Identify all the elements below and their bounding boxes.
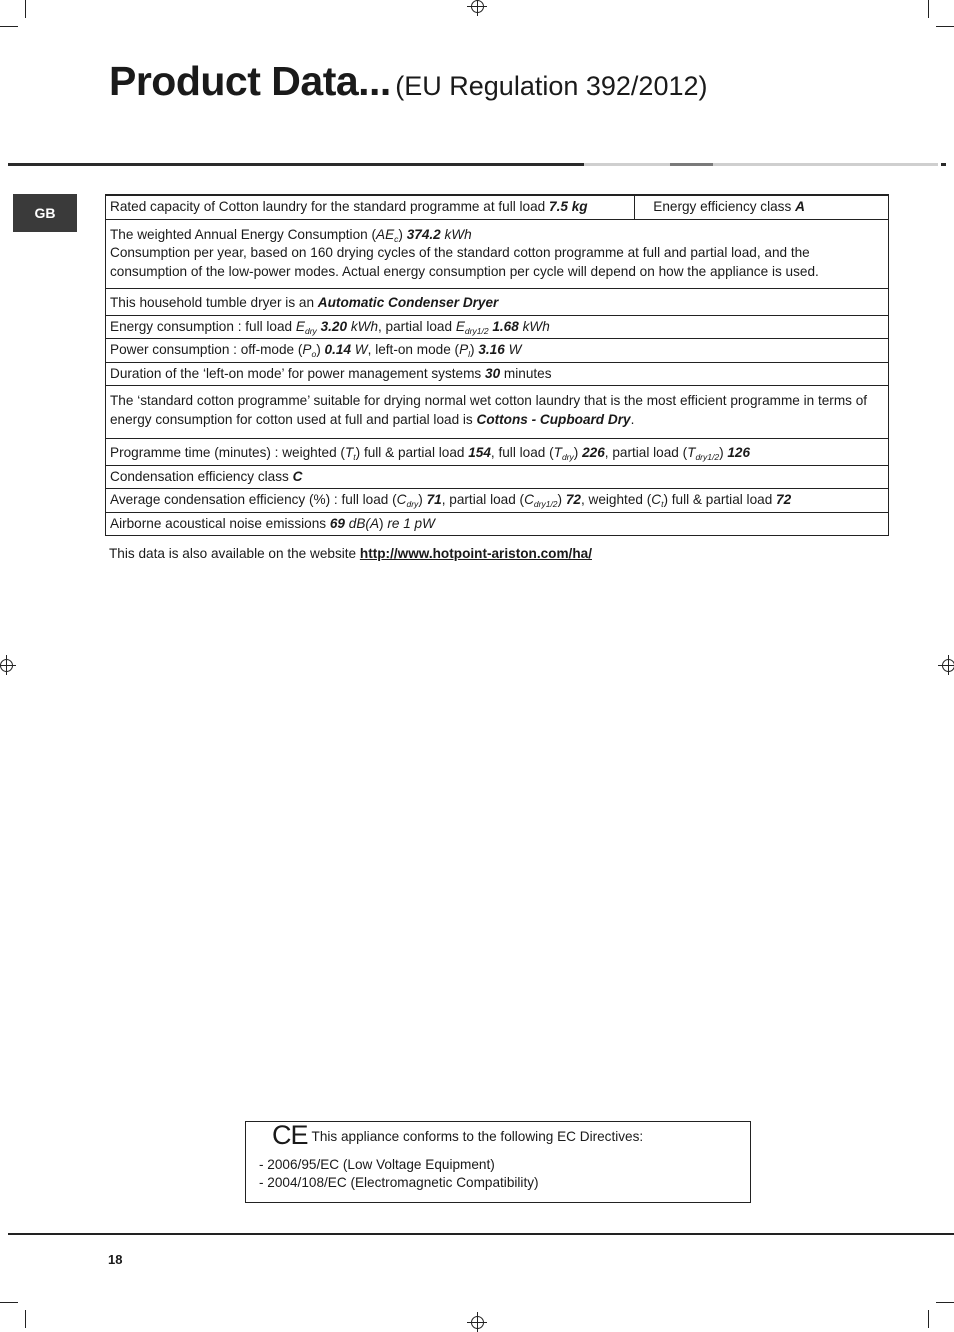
- energy-consumption-cell: Energy consumption : full load $E_{dry}$ 3.20 kWh, partial load $E_{dry1/2}$ 1.68 kWh: [106, 315, 889, 339]
- annual-consumption-note: Consumption per year, based on 160 drying cycles of the standard cotton programme at full and partial load, and the consumption of the low-power modes. Actual energy consumption per cycle will depend on how the appliance is used.: [110, 245, 819, 279]
- power-consumption-cell: Power consumption : off-mode $(P_o)$ 0.14 W, left-on mode $(P_l)$ 3.16 W: [106, 339, 889, 363]
- standard-programme-cell: The ‘standard cotton programme’ suitable for drying normal wet cotton laundry that is the most efficient programme in terms of energy consumption for cotton used at full and partial load is Cottons - Cupboard Dry.: [106, 386, 889, 439]
- page-number: 18: [108, 1252, 123, 1267]
- registration-mark: [938, 655, 954, 675]
- table-row: [106, 489, 889, 513]
- dryer-type-value: Automatic Condenser Dryer: [317, 295, 499, 310]
- annual-consumption-cell: The weighted Annual Energy Consumption $(AE_c)$ 374.2 kWh Consumption per year, based on 160 drying cycles of the standard cotton programme at full and partial load, and the consumption of the low-power modes. Actual energy consumption per cycle will depend on how the appliance is used.: [106, 219, 889, 289]
- crop-mark: [936, 26, 954, 27]
- website-note: This data is also available on the website http://www.hotpoint-ariston.com/ha/: [109, 546, 592, 561]
- table-row: [106, 386, 889, 439]
- ce-directive: - 2004/108/EC (Electromagnetic Compatibility): [259, 1175, 539, 1190]
- table-row: [106, 289, 889, 316]
- noise-emission-cell: Airborne acoustical noise emissions 69 dB(A) re 1 pW: [106, 512, 889, 536]
- crop-mark: [25, 1310, 26, 1328]
- header-rule: [8, 163, 584, 166]
- header-rule: [713, 163, 938, 166]
- table-row: [106, 439, 889, 466]
- left-on-duration-cell: Duration of the ‘left-on mode’ for power management systems 30 minutes: [106, 362, 889, 386]
- registration-mark: [467, 0, 487, 16]
- header-rule: [670, 163, 713, 166]
- crop-mark: [928, 1310, 929, 1328]
- crop-mark: [0, 26, 18, 27]
- ce-intro: This appliance conforms to the following EC Directives:: [311, 1129, 644, 1144]
- product-data-table: [105, 194, 889, 536]
- table-row: [106, 512, 889, 536]
- crop-mark: [25, 0, 26, 18]
- table-row: [106, 195, 889, 219]
- crop-mark: [0, 1302, 18, 1303]
- energy-class-cell: Energy efficiency class A: [635, 195, 889, 219]
- crop-mark: [928, 0, 929, 18]
- table-row: [106, 465, 889, 489]
- website-link[interactable]: http://www.hotpoint-ariston.com/ha/: [359, 546, 592, 561]
- table-row: [106, 315, 889, 339]
- capacity-cell: Rated capacity of Cotton laundry for the standard programme at full load 7.5 kg: [106, 195, 635, 219]
- header-rule: [584, 163, 670, 166]
- table-row: [106, 339, 889, 363]
- footer-rule: [8, 1233, 954, 1235]
- standard-programme-value: Cottons - Cupboard Dry: [476, 411, 631, 427]
- header-rule: [941, 163, 946, 166]
- language-tab: GB: [13, 194, 77, 232]
- condensation-class-cell: Condensation efficiency class C: [106, 465, 889, 489]
- dryer-type-cell: This household tumble dryer is an Automatic Condenser Dryer: [106, 289, 889, 316]
- table-row: [106, 362, 889, 386]
- ce-conformity-box: [245, 1121, 751, 1203]
- energy-class-value: A: [795, 199, 805, 214]
- table-row: [106, 219, 889, 289]
- registration-mark: [467, 1312, 487, 1332]
- annual-consumption-value: 374.2: [406, 226, 441, 242]
- page-title: [109, 58, 707, 105]
- ce-directive: - 2006/95/EC (Low Voltage Equipment): [259, 1157, 495, 1172]
- page-title-subtitle: (EU Regulation 392/2012): [395, 71, 708, 101]
- condensation-efficiency-cell: Average condensation efficiency (%) : full load $(C_{dry})$ 71, partial load $(C_{dry1/2})$ 72, weighted $(C_t)$ full & partial load 72: [106, 489, 889, 513]
- ce-mark-icon: CE: [272, 1120, 308, 1150]
- capacity-value: 7.5 kg: [549, 199, 588, 214]
- page-title-main: Product Data...: [109, 58, 391, 104]
- registration-mark: [0, 655, 16, 675]
- programme-time-cell: Programme time (minutes) : weighted $(T_t)$ full & partial load 154, full load $(T_{dry})$ 226, partial load $(T_{dry1/2})$ 126: [106, 439, 889, 466]
- crop-mark: [936, 1302, 954, 1303]
